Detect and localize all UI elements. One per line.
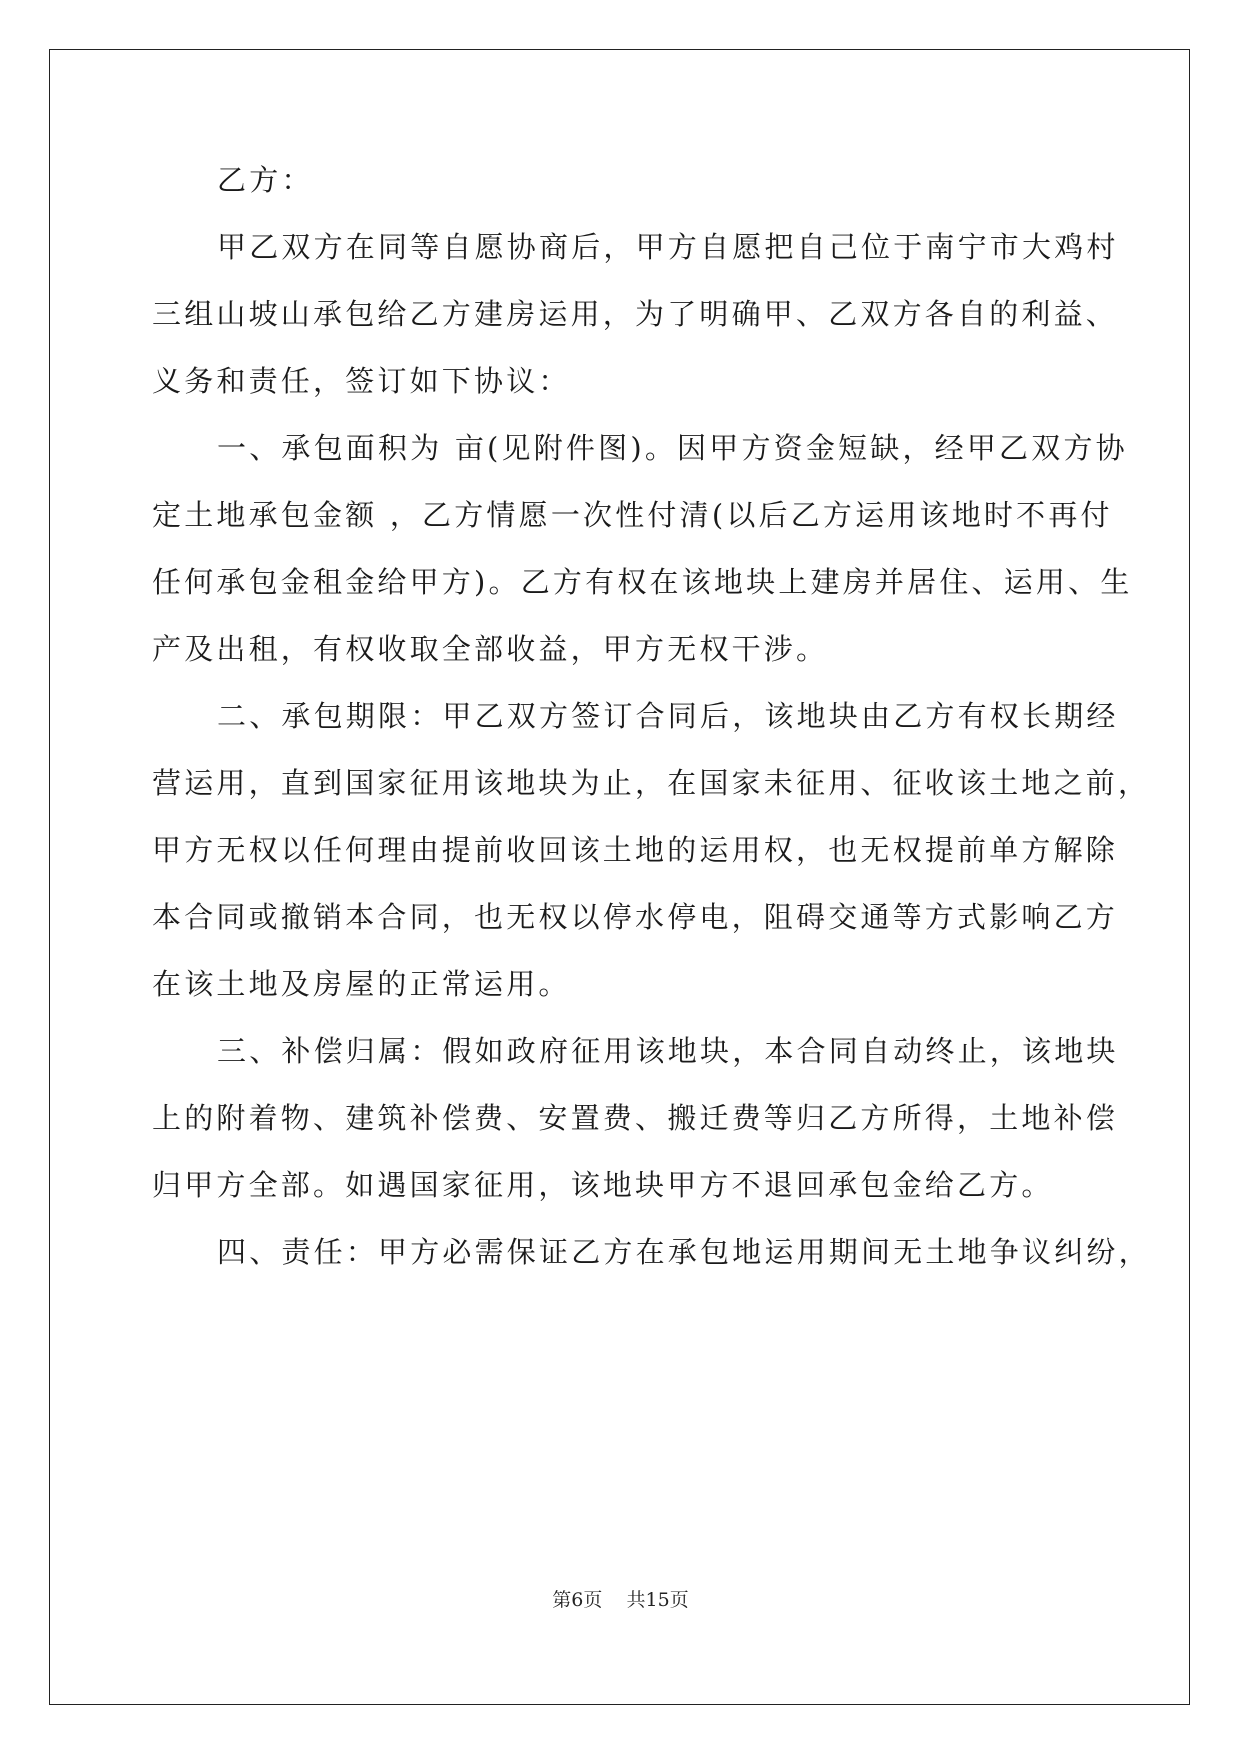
page-number-current: 第6页	[552, 1589, 603, 1611]
page-number-total: 共15页	[626, 1589, 689, 1611]
document-body	[152, 163, 1151, 1302]
paragraph-line: 本合同或撤销本合同，也无权以停水停电，阻碍交通等方式影响乙方	[152, 900, 1119, 934]
paragraph-line: 甲方无权以任何理由提前收回该土地的运用权，也无权提前单方解除	[152, 833, 1119, 867]
paragraph-line: 四、责任：甲方必需保证乙方在承包地运用期间无土地争议纠纷，	[217, 1235, 1151, 1269]
paragraph-line: 在该土地及房屋的正常运用。	[152, 967, 571, 1001]
paragraph-line: 归甲方全部。如遇国家征用，该地块甲方不退回承包金给乙方。	[152, 1168, 1054, 1202]
paragraph-line: 甲乙双方在同等自愿协商后，甲方自愿把自己位于南宁市大鸡村	[217, 230, 1119, 264]
paragraph-line: 二、承包期限：甲乙双方签订合同后，该地块由乙方有权长期经	[217, 699, 1119, 733]
paragraph-line: 义务和责任，签订如下协议：	[152, 364, 571, 398]
paragraph-line: 三、补偿归属：假如政府征用该地块，本合同自动终止，该地块	[217, 1034, 1119, 1068]
paragraph-line: 三组山坡山承包给乙方建房运用，为了明确甲、乙双方各自的利益、	[152, 297, 1119, 331]
paragraph-line: 一、承包面积为 亩(见附件图)。因甲方资金短缺，经甲乙双方协	[217, 431, 1128, 465]
paragraph-line: 乙方：	[217, 163, 314, 197]
paragraph-line: 上的附着物、建筑补偿费、安置费、搬迁费等归乙方所得，土地补偿	[152, 1101, 1119, 1135]
page-footer	[0, 1588, 1241, 1612]
paragraph-line: 任何承包金租金给甲方)。乙方有权在该地块上建房并居住、运用、生	[152, 565, 1133, 599]
paragraph-line: 营运用，直到国家征用该地块为止，在国家未征用、征收该土地之前，	[152, 766, 1151, 800]
paragraph-line: 定土地承包金额 ，乙方情愿一次性付清(以后乙方运用该地时不再付	[152, 498, 1113, 532]
paragraph-line: 产及出租，有权收取全部收益，甲方无权干涉。	[152, 632, 829, 666]
